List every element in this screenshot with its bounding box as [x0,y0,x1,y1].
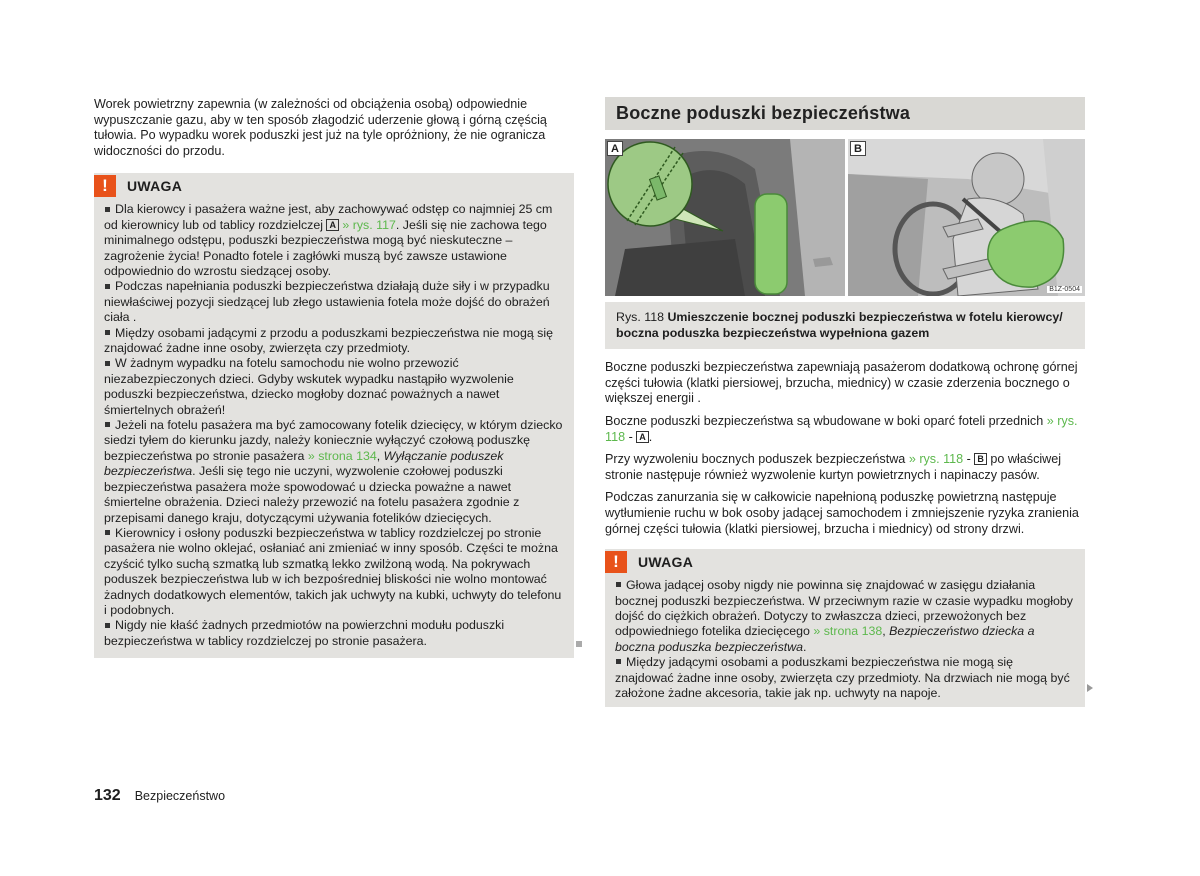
warning-title: UWAGA [127,178,183,195]
bullet-icon [616,582,621,587]
warning-body [94,199,574,649]
warning-header [94,173,574,199]
bullet-icon [105,623,110,628]
figure-caption-text: Umieszczenie bocznej poduszki bezpieczeństwa w fotelu kierowcy/ boczna poduszka bezpieczeństwa wypełniona gazem [616,310,1063,340]
warning-text: Głowa jadącej osoby nigdy nie powinna się znajdować w zasięgu działania bocznej poduszki bezpieczeństwa. W przeciwnym razie w czasie wypadku mogłoby dojść do ciężkich obrażeń. Dotyczy to zwłaszcza dzieci, przewożonych bez odpowiedniego fotelika dziecięcego [615,578,1073,639]
warning-text: Nigdy nie kłaść żadnych przedmiotów na powierzchni modułu poduszki bezpieczeństwa w tablicy rozdzielczej po stronie pasażera. [104,618,505,648]
warning-item [615,578,1075,655]
separator: , [882,624,890,639]
warning-icon: ! [605,551,627,573]
body-text [605,360,1085,537]
figure-panel-b [848,139,1085,296]
left-column [94,97,574,658]
page-number: 132 [94,787,121,804]
warning-text: . Jeśli się nie zachowa tego minimalnego odstępu, poduszki bezpieczeństwa mogą być nieskuteczne – zagrożenie życia! Ponadto fotele i zagłówki muszą być zawsze ustawione odpowiednio do wzrostu siedzącej osoby. [104,217,547,278]
page-link[interactable]: » strona 138 [813,624,883,639]
warning-item [104,618,564,649]
warning-text: W żadnym wypadku na fotelu samochodu nie wolno przewozić niezabezpieczonych dzieci. Gdyby wskutek wypadku nastąpiło wyzwolenie poduszki bezpieczeństwa, dziecko mogłoby doznać poważnych a nawet śmiertelnych obrażeń! [104,356,514,417]
warning-text: . Jeśli się tego nie uczyni, wyzwolenie czołowej poduszki bezpieczeństwa pasażera może spowodować u dziecka poważne a nawet śmiertelne obrażenia. Dzieci należy przewozić na fotelu pasażera zgodnie z przepisami danego kraju, dotyczącymi używania fotelików dziecięcych. [104,464,520,525]
warning-item [104,418,564,526]
warning-item [104,326,564,357]
inflated-airbag-illustration [848,139,1085,296]
bullet-icon [616,659,621,664]
warning-text: Między osobami jadącymi z przodu a poduszkami bezpieczeństwa nie mogą się znajdować żadne inne osoby, zwierzęta czy przedmioty. [104,325,554,356]
separator: - [625,429,637,444]
paragraph: Boczne poduszki bezpieczeństwa zapewniają pasażerom dodatkową ochronę górnej części tułowia (klatki piersiowej, brzucha, miednicy) w czasie zderzenia bocznego o większej energii . [605,360,1078,406]
seat-airbag-illustration [605,139,845,296]
bullet-icon [105,361,110,366]
section-end-icon [576,641,582,647]
figure-code: B1Z-0504 [1049,286,1080,293]
figure-link[interactable]: » rys. 118 [908,452,964,467]
warning-header [605,549,1085,575]
warning-text: Między jadącymi osobami a poduszkami bezpieczeństwa nie mogą się znajdować żadne inne osoby, zwierzęta czy przedmioty. Na drzwiach nie mogą być założone żadne akcesoria, takie jak np. uchwyty na napoje. [615,655,1070,700]
separator: - [963,452,975,467]
paragraph-text: . [648,429,653,444]
warning-text: Jeżeli na fotelu pasażera ma być zamocowany fotelik dziecięcy, w którym dziecko siedzi tyłem do kierunku jazdy, należy koniecznie wyłączyć czołową poduszkę bezpieczeństwa po stronie pasażera [104,418,563,463]
right-column [605,97,1085,707]
warning-box-right [605,549,1085,707]
warning-text: . [803,639,807,654]
separator: , [376,448,384,463]
warning-body [605,575,1085,701]
warning-title: UWAGA [638,554,694,571]
bullet-icon [105,530,110,535]
cross-ref-title: Wyłączanie poduszek bezpieczeństwa [104,448,504,479]
bullet-icon [105,284,110,289]
cross-ref-title: Bezpieczeństwo dziecka a boczna poduszka bezpieczeństwa [615,624,1035,654]
footer-section-name: Bezpieczeństwo [134,789,226,803]
continue-arrow-icon [1087,684,1093,692]
bullet-icon [105,207,110,212]
section-title: Boczne poduszki bezpieczeństwa [605,97,1085,130]
figure-label-a: A [607,141,623,156]
warning-text: Kierownicy i osłony poduszki bezpieczeństwa w tablicy rozdzielczej po stronie pasażera nie wolno oklejać, osłaniać ani zmieniać w inny sposób. Części te można czyścić tylko suchą szmatką lub szmatką lekko zwilżoną wodą. Na pokrywach poduszek bezpieczeństwa lub w ich bezpośredniej bliskości nie wolno montować żadnych dodatkowych elementów, takich jak uchwyty na kubki, uchwyty do telefonu i podobnych. [104,525,562,617]
warning-text: Dla kierowcy i pasażera ważne jest, aby zachowywać odstęp co najmniej 25 cm od kierownicy lub od tablicy rozdzielczej [104,202,553,232]
paragraph [605,414,1085,445]
figure-ref-box: A [636,431,649,443]
paragraph [605,452,1085,483]
intro-paragraph: Worek powietrzny zapewnia (w zależności od obciążenia osobą) odpowiednie wypuszczanie gazu, aby w ten sposób złagodzić uderzenie głową i górną częścią tułowia. Po wypadku worek poduszki jest już na tyle opróżniony, że nie ogranicza widoczności do przodu. [94,97,547,158]
warning-item [104,279,564,325]
warning-item [615,655,1075,701]
paragraph-text: Przy wyzwoleniu bocznych poduszek bezpieczeństwa [605,452,909,467]
figure-ref-box: B [974,453,987,465]
figure-link[interactable]: » rys. 117 [342,217,396,232]
warning-item [104,526,564,618]
figure-ref-box: A [326,219,339,231]
page-footer [94,787,225,805]
paragraph: Podczas zanurzania się w całkowicie napełnioną poduszkę powietrzną następuje wytłumienie ruchu w bok osoby jadącej samochodem i zmniejszenie ryzyka zranienia górnej części tułowia (klatki piersiowej, brzucha i miednicy) od strony drzwi. [605,490,1079,536]
warning-item [104,202,564,279]
warning-text: Podczas napełniania poduszki bezpieczeństwa działają duże siły i w przypadku niewłaściwej pozycji siedzącej lub złego ustawienia fotela może dojść do obrażeń ciała . [104,279,550,325]
figure-118 [605,139,1085,299]
paragraph-text: po właściwej stronie następuje również wyzwolenie kurtyn powietrznych i napinaczy pasów. [605,452,1062,482]
paragraph-text: Boczne poduszki bezpieczeństwa są wbudowane w boki oparć foteli przednich [605,413,1047,428]
figure-caption [605,302,1085,349]
figure-number: Rys. 118 [616,310,664,324]
figure-label-b: B [850,141,866,156]
bullet-icon [105,330,110,335]
figure-panel-a [605,139,845,296]
warning-box-left [94,173,574,658]
page-link[interactable]: » strona 134 [307,448,377,463]
bullet-icon [105,422,110,427]
warning-icon: ! [94,175,116,197]
warning-item [104,356,564,418]
figure-link[interactable]: » rys. 118 [605,413,1078,444]
